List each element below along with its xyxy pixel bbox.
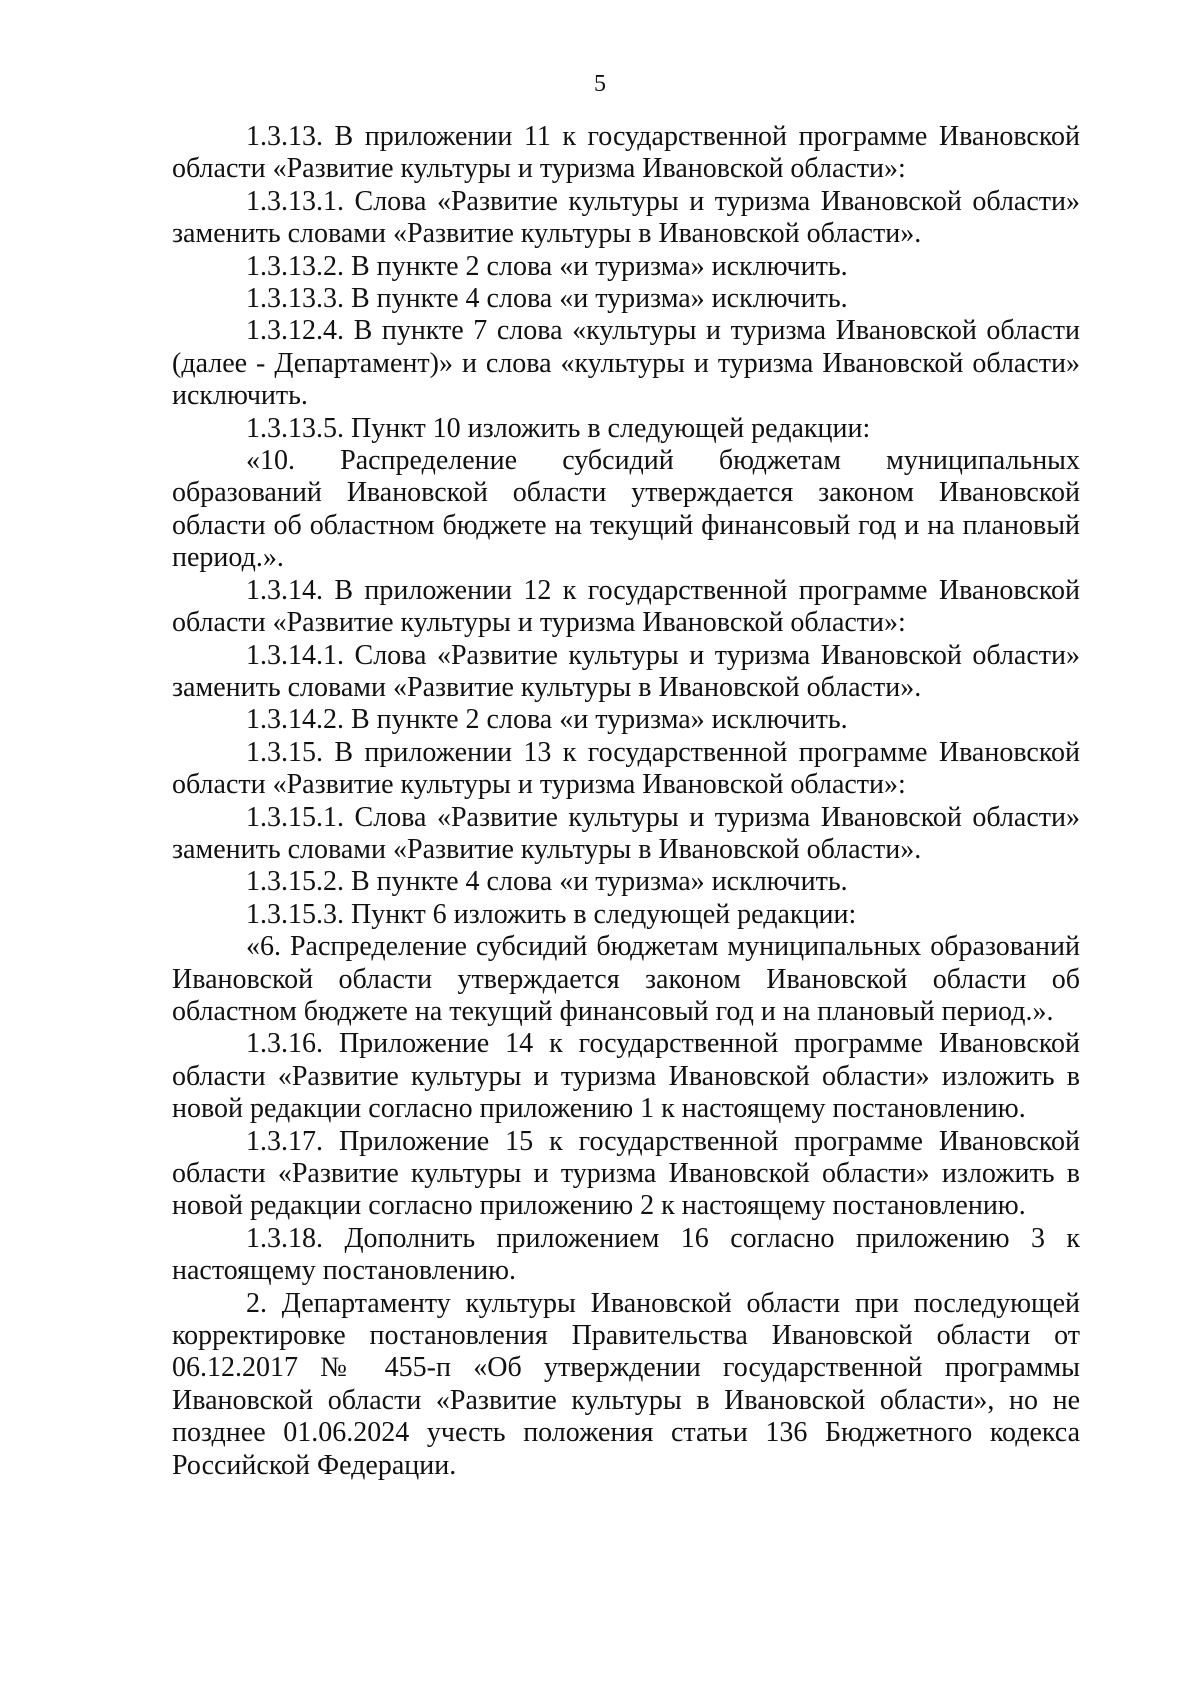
paragraph-quote-6: «6. Распределение субсидий бюджетам муниципальных образований Ивановской области утверждается законом Ивановской области об областном бюджете на текущий финансовый год и на плановый период.». [172,931,1080,1027]
page-number: 5 [594,71,606,97]
paragraph-1-3-14-2: 1.3.14.2. В пункте 2 слова «и туризма» исключить. [246,704,848,736]
paragraph-1-3-12-4: 1.3.12.4. В пункте 7 слова «культуры и туризма Ивановской области (далее - Департамент)» и слова «культуры и туризма Ивановской области» исключить. [172,315,1080,412]
paragraph-1-3-18: 1.3.18. Дополнить приложением 16 согласно приложению 3 к настоящему постановлению. [172,1222,1080,1287]
document-body [172,121,1080,1482]
paragraph-1-3-13-5: 1.3.13.5. Пункт 10 изложить в следующей редакции: [246,412,871,444]
paragraph-1-3-15-3: 1.3.15.3. Пункт 6 изложить в следующей редакции: [246,898,857,930]
paragraph-1-3-14-1: 1.3.14.1. Слова «Развитие культуры и туризма Ивановской области» заменить словами «Развитие культуры в Ивановской области». [172,639,1080,703]
paragraph-1-3-17: 1.3.17. Приложение 15 к государственной программе Ивановской области «Развитие культуры и туризма Ивановской области» изложить в новой редакции согласно приложению 2 к настоящему постановлению. [172,1125,1080,1222]
paragraph-1-3-13: 1.3.13. В приложении 11 к государственной программе Ивановской области «Развитие культуры и туризма Ивановской области»: [172,121,1080,185]
paragraph-1-3-15-2: 1.3.15.2. В пункте 4 слова «и туризма» исключить. [246,866,848,898]
paragraph-1-3-13-3: 1.3.13.3. В пункте 4 слова «и туризма» исключить. [246,283,848,315]
paragraph-1-3-13-1: 1.3.13.1. Слова «Развитие культуры и туризма Ивановской области» заменить словами «Развитие культуры в Ивановской области». [172,185,1080,250]
paragraph-quote-10: «10. Распределение субсидий бюджетам муниципальных образований Ивановской области утверждается законом Ивановской области об областном бюджете на текущий финансовый год и на плановый период.». [172,445,1080,574]
paragraph-2: 2. Департаменту культуры Ивановской области при последующей корректировке постановления Правительства Ивановской области от 06.12.2017 № 455-п «Об утверждении государственной программы Ивановской области «Развитие культуры в Ивановской области», но не позднее 01.06.2024 учесть положения статьи 136 Бюджетного кодекса Российской Федерации. [172,1287,1080,1481]
paragraph-1-3-14: 1.3.14. В приложении 12 к государственной программе Ивановской области «Развитие культуры и туризма Ивановской области»: [172,574,1080,639]
paragraph-1-3-15-1: 1.3.15.1. Слова «Развитие культуры и туризма Ивановской области» заменить словами «Развитие культуры в Ивановской области». [172,801,1080,865]
paragraph-1-3-13-2: 1.3.13.2. В пункте 2 слова «и туризма» исключить. [246,250,848,282]
paragraph-1-3-15: 1.3.15. В приложении 13 к государственной программе Ивановской области «Развитие культуры и туризма Ивановской области»: [172,736,1080,801]
paragraph-1-3-16: 1.3.16. Приложение 14 к государственной программе Ивановской области «Развитие культуры и туризма Ивановской области» изложить в новой редакции согласно приложению 1 к настоящему постановлению. [172,1028,1080,1125]
